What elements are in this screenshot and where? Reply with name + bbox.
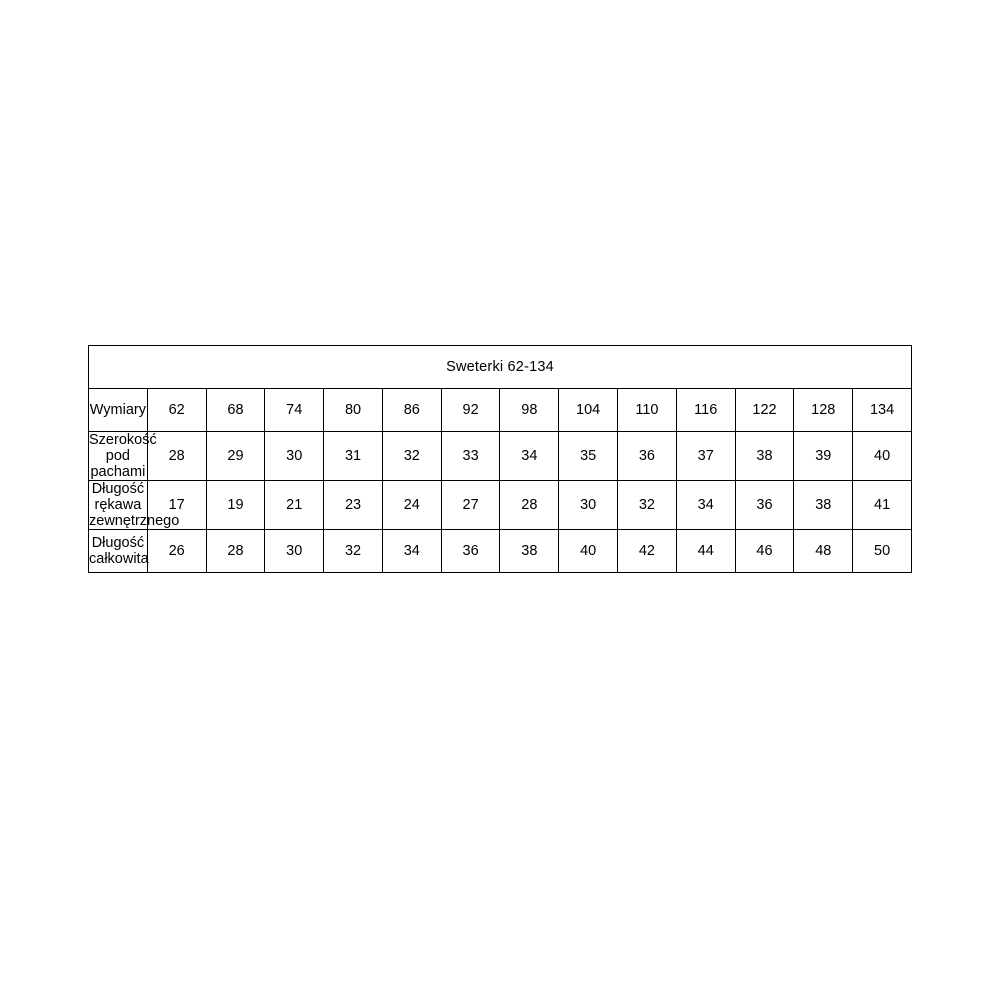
size-header-cell: 128 <box>794 389 853 432</box>
size-header-cell: 80 <box>324 389 383 432</box>
table-cell: 30 <box>265 432 324 481</box>
table-cell: 42 <box>618 530 677 573</box>
table-cell: 28 <box>206 530 265 573</box>
table-cell: 31 <box>324 432 383 481</box>
table-cell: 34 <box>382 530 441 573</box>
table-cell: 38 <box>794 481 853 530</box>
table-cell: 24 <box>382 481 441 530</box>
row-label: Szerokość pod pachami <box>89 432 157 480</box>
table-cell: 23 <box>324 481 383 530</box>
table-cell: 30 <box>559 481 618 530</box>
row-label: Długość rękawa zewnętrznego <box>89 481 180 529</box>
table-cell: 41 <box>853 481 912 530</box>
size-header-cell: 122 <box>735 389 794 432</box>
size-header-cell: 134 <box>853 389 912 432</box>
row-label: Długość całkowita <box>89 530 148 573</box>
table-cell: 21 <box>265 481 324 530</box>
table-cell: 19 <box>206 481 265 530</box>
table-cell: 29 <box>206 432 265 481</box>
table-cell: 27 <box>441 481 500 530</box>
size-header-cell: 92 <box>441 389 500 432</box>
table-cell: 38 <box>735 432 794 481</box>
table-cell: 35 <box>559 432 618 481</box>
table-cell: 46 <box>735 530 794 573</box>
size-chart-table <box>88 345 912 573</box>
table-cell: 37 <box>676 432 735 481</box>
size-header-cell: 62 <box>147 389 206 432</box>
table-cell: 38 <box>500 530 559 573</box>
table-cell: 33 <box>441 432 500 481</box>
table-cell: 28 <box>147 432 206 481</box>
table-cell: 32 <box>324 530 383 573</box>
header-label: Wymiary <box>89 389 148 432</box>
table-header-row <box>89 389 912 432</box>
size-header-cell: 116 <box>676 389 735 432</box>
size-header-cell: 110 <box>618 389 677 432</box>
table-cell: 48 <box>794 530 853 573</box>
table-cell: 34 <box>500 432 559 481</box>
table-cell: 17 <box>147 481 206 530</box>
size-header-cell: 74 <box>265 389 324 432</box>
table-cell: 36 <box>735 481 794 530</box>
table-cell: 36 <box>441 530 500 573</box>
table-row <box>89 530 912 573</box>
table-row <box>89 481 912 530</box>
size-header-cell: 104 <box>559 389 618 432</box>
table-cell: 44 <box>676 530 735 573</box>
table-cell: 26 <box>147 530 206 573</box>
table-cell: 39 <box>794 432 853 481</box>
table-row <box>89 432 912 481</box>
table-cell: 36 <box>618 432 677 481</box>
size-chart-body <box>89 346 912 573</box>
table-cell: 40 <box>559 530 618 573</box>
table-cell: 40 <box>853 432 912 481</box>
size-header-cell: 68 <box>206 389 265 432</box>
table-cell: 50 <box>853 530 912 573</box>
size-chart-container <box>88 345 912 573</box>
table-cell: 32 <box>382 432 441 481</box>
table-title-row <box>89 346 912 389</box>
table-cell: 34 <box>676 481 735 530</box>
table-cell: 30 <box>265 530 324 573</box>
table-cell: 28 <box>500 481 559 530</box>
table-cell: 32 <box>618 481 677 530</box>
size-header-cell: 86 <box>382 389 441 432</box>
table-title: Sweterki 62-134 <box>89 346 912 389</box>
size-header-cell: 98 <box>500 389 559 432</box>
